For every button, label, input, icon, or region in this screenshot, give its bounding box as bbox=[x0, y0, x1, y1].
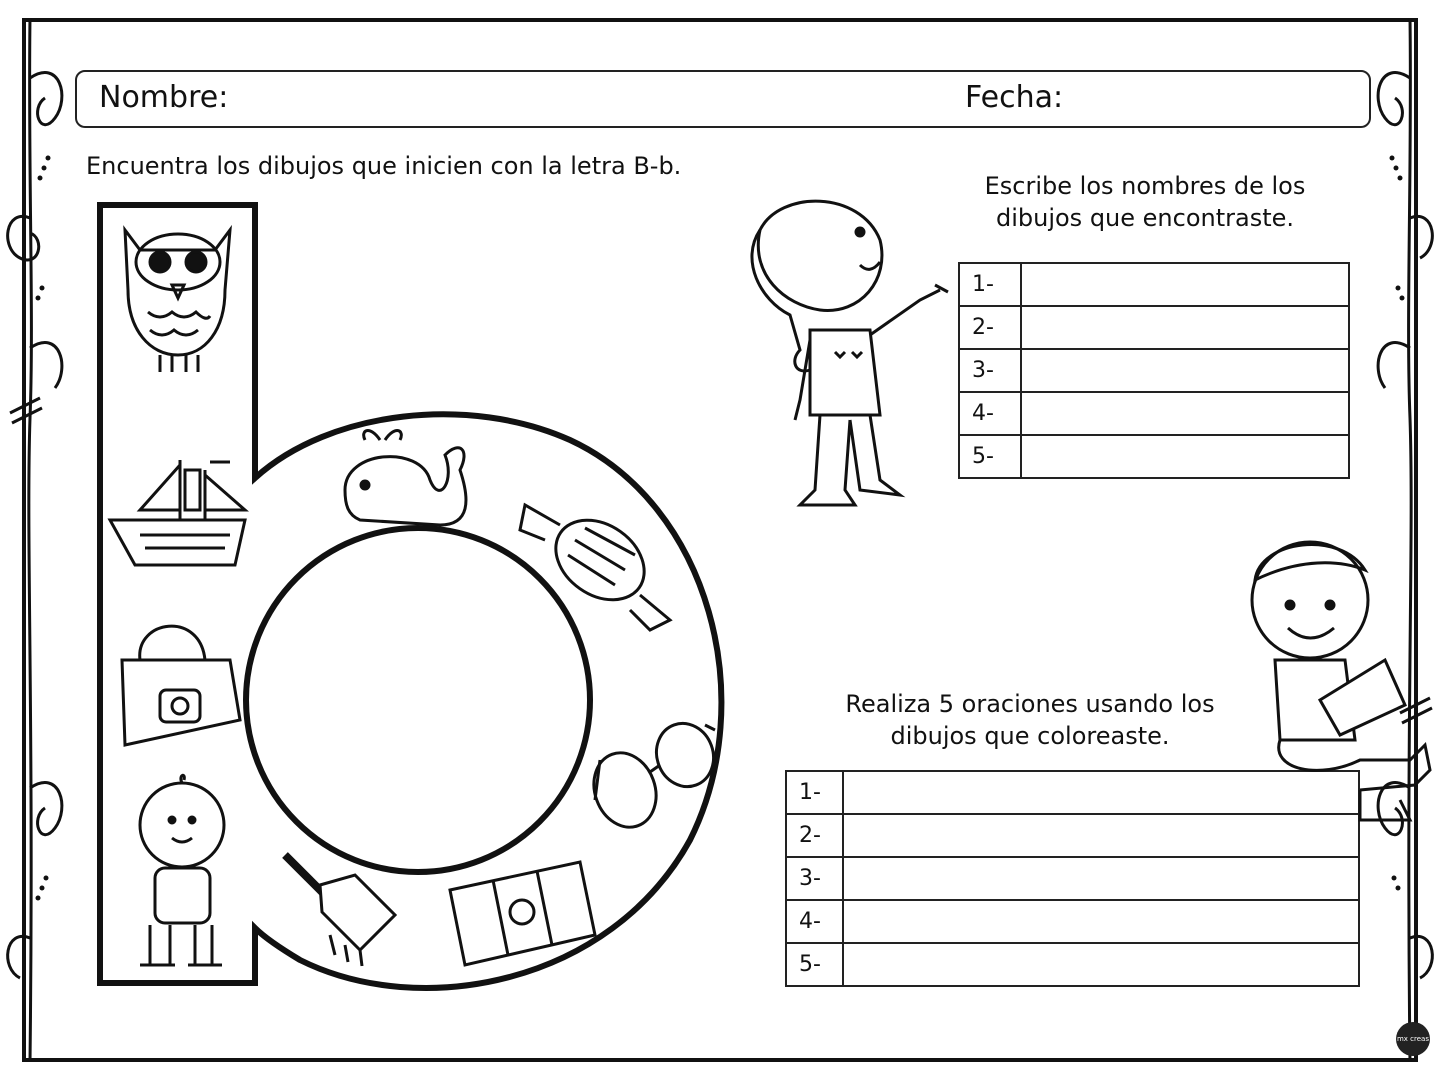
names-row-number: 2- bbox=[959, 306, 1021, 349]
letter-b-inner-circle bbox=[246, 528, 590, 872]
fecha-label: Fecha: bbox=[965, 80, 1064, 115]
names-row-number: 1- bbox=[959, 263, 1021, 306]
boy-reading-icon bbox=[1252, 542, 1430, 820]
names-row-number: 4- bbox=[959, 392, 1021, 435]
sentences-line-2: dibujos que coloreaste. bbox=[890, 722, 1170, 750]
brand-logo: mx creas bbox=[1396, 1022, 1430, 1056]
write-names-line-1: Escribe los nombres de los bbox=[984, 172, 1306, 200]
girl-pointing-icon bbox=[752, 201, 948, 505]
sentences-row-number: 4- bbox=[786, 900, 843, 943]
sentences-row-number: 5- bbox=[786, 943, 843, 986]
names-row-number: 3- bbox=[959, 349, 1021, 392]
sentences-line-1: Realiza 5 oraciones usando los bbox=[845, 690, 1215, 718]
sentences-row-number: 3- bbox=[786, 857, 843, 900]
nombre-label: Nombre: bbox=[99, 80, 229, 115]
names-row-number: 5- bbox=[959, 435, 1021, 478]
write-names-line-2: dibujos que encontraste. bbox=[995, 204, 1295, 232]
sentences-row-number: 1- bbox=[786, 771, 843, 814]
find-instruction: Encuentra los dibujos que inicien con la letra B-b. bbox=[86, 152, 682, 180]
sentences-row-number: 2- bbox=[786, 814, 843, 857]
